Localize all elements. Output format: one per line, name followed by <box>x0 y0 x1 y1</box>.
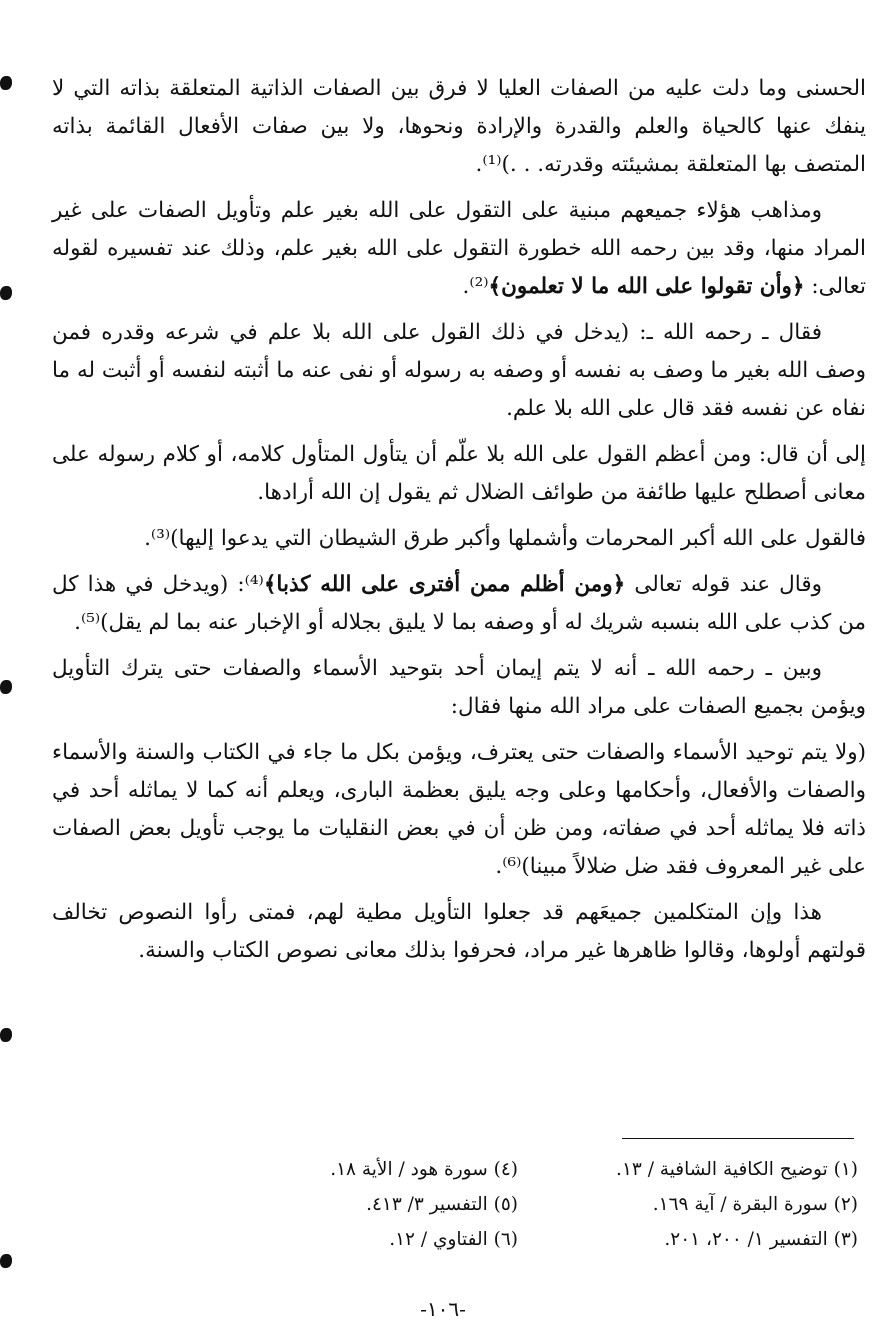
footnote-separator <box>622 1138 854 1139</box>
paragraph-6-text-b: ⁽⁴⁾: (ويدخل في هذا كل من كذب على الله بنسبه شريك له أو وصفه بما لا يليق بجلاله أو الإخبار عنه بما لم يقل)⁽⁵⁾. <box>52 572 866 635</box>
footnote-2: (٢) سورة البقرة / آية ١٦٩. <box>652 1194 858 1215</box>
footnotes <box>222 1152 858 1257</box>
paragraph-7: وبين ـ رحمه الله ـ أنه لا يتم إيمان أحد بتوحيد الأسماء والصفات حتى يترك التأويل ويؤمن بجميع الصفات على مراد الله منها فقال: <box>52 656 866 719</box>
footnote-1: (١) توضيح الكافية الشافية / ١٣. <box>616 1159 858 1180</box>
quran-quote-2: ﴿ومن أظلم ممن أفترى على الله كذبا﴾ <box>263 572 626 597</box>
paragraph-9: هذا وإن المتكلمين جميعَهم قد جعلوا التأويل مطية لهم، فمتى رأوا النصوص تخالف قولتهم أولوها، وقالوا ظاهرها غير مراد، فحرفوا بذلك معانى نصوص الكتاب والسنة. <box>52 900 866 963</box>
binding-hole-mark <box>0 76 12 90</box>
binding-hole-mark <box>0 1254 12 1268</box>
footnote-row <box>222 1222 858 1257</box>
paragraph-6 <box>52 566 866 642</box>
binding-hole-mark <box>0 286 12 300</box>
page-number: -١٠٦- <box>420 1297 466 1321</box>
paragraph-6-text-a: وقال عند قوله تعالى <box>625 572 822 597</box>
footnote-4: (٤) سورة هود / الأية ١٨. <box>330 1159 518 1180</box>
binding-hole-mark <box>0 680 12 694</box>
paragraph-2-text-a: ومذاهب هؤلاء جميعهم مبنية على التقول على الله بغير علم وتأويل الصفات على غير المراد منها، وقد بين رحمه الله خطورة التقول على الله بغير علم، وذلك عند تفسيره لقوله تعالى: <box>52 198 866 299</box>
quran-quote-1: ﴿وأن تقولوا على الله ما لا تعلمون﴾ <box>488 274 805 299</box>
paragraph-1: الحسنى وما دلت عليه من الصفات العليا لا فرق بين الصفات الذاتية المتعلقة بذاته التي لا ينفك عنها كالحياة والعلم والقدرة والإرادة ونحوها، ولا بين صفات الأفعال القائمة بذاته المتصف بها المتعلقة بمشيئته وقدرته. . .)⁽¹⁾. <box>52 76 866 177</box>
page-body <box>52 70 866 978</box>
paragraph-8: (ولا يتم توحيد الأسماء والصفات حتى يعترف، ويؤمن بكل ما جاء في الكتاب والسنة والأسماء والصفات والأفعال، وأحكامها وعلى وجه يليق بعظمة البارى، ويعلم أنه كما لا يماثله أحد في ذاته فلا يماثله أحد في صفاته، ومن ظن أن في بعض النقليات ما يوجب تأويل بعض الصفات على غير المعروف فقد ضل ضلالاً مبينا)⁽⁶⁾. <box>52 740 866 879</box>
paragraph-2 <box>52 192 866 306</box>
paragraph-4: إلى أن قال: ومن أعظم القول على الله بلا علّم أن يتأول المتأول كلامه، أو كلام رسوله على معانى أصطلح عليها طائفة من طوائف الضلال ثم يقول إن الله أرادها. <box>52 442 866 505</box>
footnote-3: (٣) التفسير ١/ ٢٠٠، ٢٠١. <box>664 1229 858 1250</box>
footnote-row <box>222 1152 858 1187</box>
footnote-6: (٦) الفتاوي / ١٢. <box>389 1229 518 1250</box>
paragraph-5: فالقول على الله أكبر المحرمات وأشملها وأكبر طرق الشيطان التي يدعوا إليها)⁽³⁾. <box>144 526 866 551</box>
binding-hole-mark <box>0 1028 12 1042</box>
footnote-5: (٥) التفسير ٣/ ٤١٣. <box>366 1194 518 1215</box>
footnote-row <box>222 1187 858 1222</box>
paragraph-2-text-b: ⁽²⁾. <box>462 274 489 299</box>
paragraph-3: فقال ـ رحمه الله ـ: (يدخل في ذلك القول على الله بلا علم في شرعه وقدره فمن وصف الله بغير ما وصف به نفسه أو وصفه به رسوله أو نفى عنه ما أثبته لنفسه أو أثبت له ما نفاه عن نفسه فقد قال على الله بلا علم. <box>52 320 866 421</box>
